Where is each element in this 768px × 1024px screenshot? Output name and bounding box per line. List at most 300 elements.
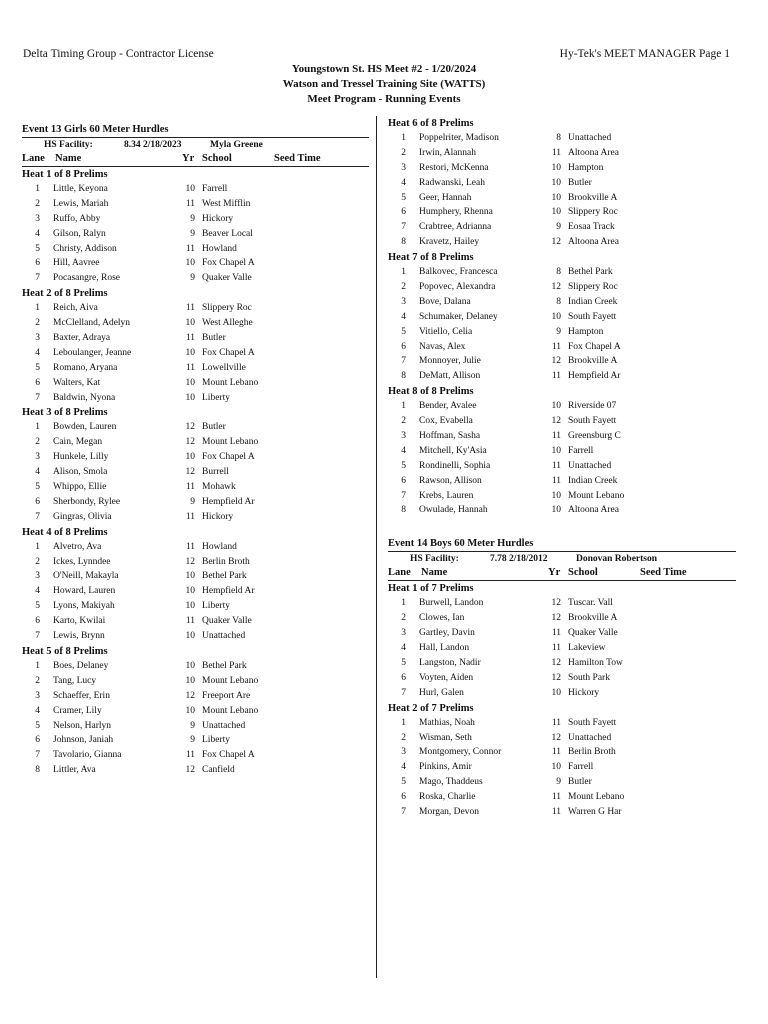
- athlete-year: 9: [190, 720, 195, 731]
- athlete-year: 9: [190, 496, 195, 507]
- lane-number: 5: [401, 192, 406, 203]
- lane-number: 4: [401, 445, 406, 456]
- athlete-year: 9: [190, 273, 195, 284]
- athlete-year: 12: [185, 690, 195, 701]
- athlete-school: Slippery Roc: [202, 303, 252, 314]
- athlete-school: Brookville A: [568, 192, 618, 203]
- lane-header: Lane: [22, 153, 45, 164]
- athlete-year: 10: [551, 505, 561, 516]
- facility-record: [388, 551, 736, 566]
- athlete-year: 11: [551, 475, 561, 486]
- athlete-school: Quaker Valle: [202, 616, 252, 627]
- athlete-name: Ruffo, Abby: [53, 213, 101, 224]
- entry-row: [22, 584, 369, 599]
- lane-number: 5: [35, 362, 40, 373]
- entry-row: [388, 731, 736, 746]
- athlete-school: Altoona Area: [568, 147, 619, 158]
- athlete-year: 9: [190, 228, 195, 239]
- lane-number: 5: [35, 482, 40, 493]
- meet-name: Youngstown St. HS Meet #2 - 1/20/2024: [291, 63, 477, 75]
- entry-row: [22, 376, 369, 391]
- athlete-school: Tuscar. Vall: [568, 598, 613, 609]
- event-title: Event 14 Boys 60 Meter Hurdles: [388, 538, 534, 550]
- lane-number: 6: [35, 616, 40, 627]
- entry-row: [388, 205, 736, 220]
- athlete-name: Tavolario, Gianna: [53, 750, 122, 761]
- entry-row: [388, 235, 736, 250]
- athlete-year: 11: [185, 541, 195, 552]
- lane-number: 4: [35, 228, 40, 239]
- lane-number: 4: [401, 762, 406, 773]
- entry-row: [388, 161, 736, 176]
- lane-number: 3: [35, 571, 40, 582]
- athlete-year: 11: [551, 371, 561, 382]
- athlete-name: Schaeffer, Erin: [53, 690, 110, 701]
- entry-row: [22, 689, 369, 704]
- lane-number: 8: [401, 371, 406, 382]
- athlete-year: 10: [551, 490, 561, 501]
- column-header: [388, 566, 736, 581]
- seed-time-header: Seed Time: [274, 153, 321, 164]
- lane-number: 2: [401, 732, 406, 743]
- athlete-name: Balkovec, Francesca: [419, 267, 498, 278]
- athlete-year: 12: [185, 556, 195, 567]
- athlete-year: 10: [185, 377, 195, 388]
- athlete-year: 12: [185, 422, 195, 433]
- athlete-name: Johnson, Janiah: [53, 735, 114, 746]
- athlete-school: Warren G Har: [568, 806, 622, 817]
- athlete-school: Indian Creek: [568, 475, 618, 486]
- athlete-name: Crabtree, Adrianna: [419, 222, 492, 233]
- lane-number: 3: [35, 333, 40, 344]
- athlete-school: Fox Chapel A: [202, 452, 255, 463]
- school-header: School: [202, 153, 232, 164]
- athlete-name: Reich, Aiva: [53, 303, 98, 314]
- entry-row: [22, 480, 369, 495]
- entry-row: [388, 191, 736, 206]
- athlete-school: Indian Creek: [568, 296, 618, 307]
- entry-row: [388, 220, 736, 235]
- entry-row: [22, 435, 369, 450]
- athlete-name: Owulade, Hannah: [419, 505, 488, 516]
- athlete-name: Lyons, Makiyah: [53, 601, 115, 612]
- lane-number: 1: [35, 541, 40, 552]
- entry-row: [388, 686, 736, 701]
- athlete-name: Humphery, Rhenna: [419, 207, 493, 218]
- heat-title: Heat 1 of 7 Prelims: [388, 583, 474, 595]
- entry-row: [388, 369, 736, 384]
- entry-row: [22, 346, 369, 361]
- athlete-year: 9: [190, 213, 195, 224]
- lane-number: 4: [35, 705, 40, 716]
- athlete-year: 10: [185, 347, 195, 358]
- athlete-year: 11: [185, 511, 195, 522]
- athlete-year: 10: [185, 392, 195, 403]
- athlete-year: 11: [551, 431, 561, 442]
- entry-row: [22, 256, 369, 271]
- lane-number: 2: [35, 318, 40, 329]
- facility-holder: Donovan Robertson: [576, 554, 658, 565]
- athlete-year: 12: [551, 672, 561, 683]
- athlete-name: Radwanski, Leah: [419, 177, 485, 188]
- entry-row: [388, 265, 736, 280]
- lane-number: 6: [401, 672, 406, 683]
- lane-number: 6: [35, 258, 40, 269]
- lane-number: 6: [401, 207, 406, 218]
- athlete-name: Irwin, Alannah: [419, 147, 476, 158]
- entry-row: [22, 659, 369, 674]
- name-header: Name: [55, 153, 82, 164]
- entry-row: [388, 596, 736, 611]
- column-header: [22, 152, 369, 167]
- athlete-school: Howland: [202, 541, 237, 552]
- athlete-year: 12: [185, 765, 195, 776]
- heat-title: Heat 5 of 8 Prelims: [22, 645, 108, 657]
- athlete-year: 11: [551, 792, 561, 803]
- school-header: School: [568, 567, 598, 579]
- athlete-school: Mount Lebano: [202, 675, 259, 686]
- athlete-year: 8: [556, 267, 561, 278]
- entry-row: [388, 805, 736, 820]
- athlete-name: Nelson, Harlyn: [53, 720, 112, 731]
- program-type: Meet Program - Running Events: [307, 93, 461, 105]
- lane-number: 5: [35, 720, 40, 731]
- lane-number: 7: [401, 356, 406, 367]
- athlete-name: Mago, Thaddeus: [419, 777, 483, 788]
- athlete-year: 11: [551, 643, 561, 654]
- athlete-name: Howard, Lauren: [53, 586, 116, 597]
- athlete-school: Hempfield Ar: [202, 586, 255, 597]
- lane-number: 2: [35, 198, 40, 209]
- entry-row: [388, 146, 736, 161]
- athlete-year: 10: [551, 445, 561, 456]
- lane-number: 5: [401, 657, 406, 668]
- athlete-name: Roska, Charlie: [419, 792, 476, 803]
- athlete-school: Farrell: [568, 762, 594, 773]
- athlete-year: 12: [551, 613, 561, 624]
- athlete-school: Hampton: [568, 326, 604, 337]
- entry-row: [22, 361, 369, 376]
- athlete-school: Fox Chapel A: [202, 750, 255, 761]
- left-column: [22, 116, 369, 778]
- entry-row: [388, 656, 736, 671]
- athlete-year: 12: [551, 732, 561, 743]
- athlete-school: Hempfield Ar: [202, 496, 255, 507]
- athlete-school: Farrell: [568, 445, 594, 456]
- athlete-year: 11: [551, 717, 561, 728]
- athlete-year: 10: [185, 184, 195, 194]
- athlete-school: Greensburg C: [568, 431, 621, 442]
- lane-number: 6: [35, 377, 40, 388]
- athlete-year: 11: [185, 243, 195, 254]
- right-column: [388, 116, 736, 820]
- athlete-year: 10: [551, 162, 561, 173]
- entry-row: [22, 465, 369, 480]
- heat-title: Heat 3 of 8 Prelims: [22, 407, 108, 419]
- lane-number: 3: [401, 747, 406, 758]
- athlete-school: Bethel Park: [202, 660, 247, 671]
- lane-number: 1: [35, 303, 40, 314]
- lane-number: 8: [401, 237, 406, 248]
- athlete-name: Bowden, Lauren: [53, 422, 117, 433]
- athlete-name: Gilson, Ralyn: [53, 228, 106, 239]
- entry-row: [22, 599, 369, 614]
- athlete-school: Burrell: [202, 467, 229, 478]
- athlete-school: South Fayett: [568, 311, 617, 322]
- software-page-label: Hy-Tek's MEET MANAGER Page 1: [559, 48, 730, 60]
- athlete-year: 11: [551, 460, 561, 471]
- name-header: Name: [421, 567, 448, 579]
- athlete-name: Cramer, Lily: [53, 705, 102, 716]
- lane-number: 3: [35, 452, 40, 463]
- athlete-year: 10: [185, 705, 195, 716]
- heat-title: Heat 7 of 8 Prelims: [388, 252, 474, 264]
- athlete-year: 10: [185, 318, 195, 329]
- athlete-school: Unattached: [568, 133, 612, 143]
- athlete-name: O'Neill, Makayla: [53, 571, 119, 582]
- athlete-year: 10: [551, 177, 561, 188]
- athlete-year: 11: [551, 341, 561, 352]
- athlete-name: Pinkins, Amir: [419, 762, 472, 773]
- lane-number: 1: [35, 422, 40, 433]
- athlete-school: Liberty: [202, 735, 230, 746]
- entry-row: [22, 212, 369, 227]
- facility-label: HS Facility:: [410, 554, 459, 565]
- entry-row: [388, 775, 736, 790]
- event-spacer: [388, 518, 736, 530]
- lane-number: 8: [401, 505, 406, 516]
- entry-row: [22, 763, 369, 778]
- athlete-school: Mount Lebano: [202, 705, 259, 716]
- athlete-school: Slippery Roc: [568, 282, 618, 293]
- athlete-name: Hoffman, Sasha: [419, 431, 481, 442]
- entry-row: [388, 459, 736, 474]
- athlete-school: Fox Chapel A: [202, 347, 255, 358]
- meet-venue: Watson and Tressel Training Site (WATTS): [282, 78, 486, 90]
- athlete-year: 12: [185, 467, 195, 478]
- athlete-school: Lakeview: [568, 643, 606, 654]
- athlete-name: Geer, Hannah: [419, 192, 472, 203]
- heat-title: Heat 2 of 7 Prelims: [388, 702, 474, 714]
- lane-number: 7: [35, 273, 40, 284]
- facility-label: HS Facility:: [44, 140, 93, 150]
- lane-number: 7: [35, 392, 40, 403]
- athlete-name: Kravetz, Hailey: [419, 237, 480, 248]
- athlete-year: 12: [551, 416, 561, 427]
- athlete-year: 12: [551, 356, 561, 367]
- lane-number: 6: [35, 496, 40, 507]
- athlete-year: 11: [185, 482, 195, 493]
- athlete-name: Vitiello, Celia: [419, 326, 473, 337]
- lane-number: 1: [401, 267, 406, 278]
- athlete-name: Popovec, Alexandra: [419, 282, 496, 293]
- athlete-name: Romano, Aryana: [53, 362, 118, 373]
- athlete-school: Riverside 07: [568, 401, 617, 412]
- lane-number: 4: [35, 467, 40, 478]
- entry-row: [388, 176, 736, 191]
- lane-number: 1: [401, 401, 406, 412]
- entry-row: [22, 495, 369, 510]
- athlete-year: 10: [185, 660, 195, 671]
- entry-row: [388, 444, 736, 459]
- lane-number: 2: [401, 147, 406, 158]
- lane-number: 3: [401, 628, 406, 639]
- athlete-school: Hickory: [202, 511, 234, 522]
- entry-row: [388, 671, 736, 686]
- athlete-school: Brookville A: [568, 613, 618, 624]
- athlete-school: Slippery Roc: [568, 207, 618, 218]
- heat-title: Heat 2 of 8 Prelims: [22, 288, 108, 300]
- athlete-name: Burwell, Landon: [419, 598, 484, 609]
- athlete-year: 11: [185, 616, 195, 627]
- athlete-name: Leboulanger, Jeanne: [53, 347, 132, 358]
- column-divider: [376, 116, 377, 978]
- lane-number: 4: [401, 177, 406, 188]
- athlete-name: Rawson, Allison: [419, 475, 482, 486]
- athlete-school: West Alleghe: [202, 318, 253, 329]
- athlete-name: DeMatt, Allison: [419, 371, 481, 382]
- athlete-school: Liberty: [202, 392, 230, 403]
- athlete-year: 11: [185, 750, 195, 761]
- lane-number: 4: [401, 311, 406, 322]
- entry-row: [22, 316, 369, 331]
- heat-title: Heat 4 of 8 Prelims: [22, 526, 108, 538]
- entry-row: [22, 182, 369, 197]
- lane-number: 7: [35, 631, 40, 642]
- facility-mark: 7.78 2/18/2012: [490, 554, 548, 565]
- lane-number: 2: [35, 556, 40, 567]
- athlete-name: Karto, Kwilai: [53, 616, 106, 627]
- entry-row: [22, 629, 369, 644]
- athlete-name: Hurl, Galen: [419, 687, 464, 698]
- entry-row: [388, 429, 736, 444]
- athlete-name: Langston, Nadir: [419, 657, 481, 668]
- athlete-school: South Fayett: [568, 416, 617, 427]
- athlete-school: Freeport Are: [202, 690, 251, 701]
- athlete-name: Lewis, Brynn: [53, 631, 105, 642]
- athlete-name: Little, Keyona: [53, 184, 108, 194]
- entry-row: [388, 745, 736, 760]
- entry-row: [22, 748, 369, 763]
- entry-row: [388, 611, 736, 626]
- athlete-school: Unattached: [568, 460, 612, 471]
- lane-number: 3: [401, 431, 406, 442]
- entry-row: [22, 510, 369, 525]
- athlete-school: Butler: [202, 422, 226, 433]
- athlete-year: 11: [551, 147, 561, 158]
- athlete-school: Butler: [568, 777, 592, 788]
- athlete-school: Altoona Area: [568, 505, 619, 516]
- athlete-name: Montgomery, Connor: [419, 747, 502, 758]
- lane-number: 4: [35, 586, 40, 597]
- lane-number: 7: [35, 511, 40, 522]
- entry-row: [22, 614, 369, 629]
- entry-row: [22, 704, 369, 719]
- athlete-school: Altoona Area: [568, 237, 619, 248]
- athlete-year: 12: [551, 657, 561, 668]
- entry-row: [388, 790, 736, 805]
- athlete-name: Baxter, Adraya: [53, 333, 111, 344]
- athlete-school: Hempfield Ar: [568, 371, 621, 382]
- athlete-school: Mount Lebano: [568, 792, 625, 803]
- athlete-name: Gingras, Olivia: [53, 511, 112, 522]
- athlete-school: Butler: [568, 177, 592, 188]
- lane-number: 3: [35, 213, 40, 224]
- year-header: Yr: [548, 567, 561, 579]
- entry-row: [22, 391, 369, 406]
- heat-title: Heat 8 of 8 Prelims: [388, 386, 474, 398]
- athlete-year: 10: [185, 631, 195, 642]
- athlete-school: Hamilton Tow: [568, 657, 623, 668]
- athlete-name: Wisman, Seth: [419, 732, 472, 743]
- heat-title: Heat 1 of 8 Prelims: [22, 169, 108, 180]
- entry-row: [22, 569, 369, 584]
- license-text: Delta Timing Group - Contractor License: [23, 48, 214, 60]
- lane-number: 3: [35, 690, 40, 701]
- entry-row: [388, 716, 736, 731]
- lane-number: 1: [35, 184, 40, 194]
- athlete-name: Alvetro, Ava: [53, 541, 102, 552]
- athlete-school: Brookville A: [568, 356, 618, 367]
- athlete-name: Christy, Addison: [53, 243, 117, 254]
- entry-row: [22, 301, 369, 316]
- athlete-school: Canfield: [202, 765, 235, 776]
- entry-row: [388, 310, 736, 325]
- athlete-name: Walters, Kat: [53, 377, 101, 388]
- lane-number: 6: [401, 475, 406, 486]
- seed-time-header: Seed Time: [640, 567, 687, 579]
- athlete-year: 10: [551, 207, 561, 218]
- entry-row: [22, 540, 369, 555]
- entry-row: [388, 626, 736, 641]
- lane-number: 1: [401, 717, 406, 728]
- entry-row: [22, 555, 369, 570]
- athlete-year: 11: [551, 747, 561, 758]
- athlete-name: Lewis, Mariah: [53, 198, 109, 209]
- lane-number: 4: [401, 643, 406, 654]
- lane-number: 2: [35, 675, 40, 686]
- entry-row: [388, 414, 736, 429]
- lane-number: 8: [35, 765, 40, 776]
- athlete-year: 10: [185, 601, 195, 612]
- athlete-name: Bender, Avalee: [419, 401, 477, 412]
- athlete-year: 9: [556, 777, 561, 788]
- lane-number: 7: [401, 687, 406, 698]
- lane-number: 1: [401, 133, 406, 143]
- entry-row: [22, 733, 369, 748]
- athlete-name: Gartley, Davin: [419, 628, 475, 639]
- athlete-year: 10: [551, 687, 561, 698]
- athlete-school: Unattached: [568, 732, 612, 743]
- athlete-year: 10: [551, 311, 561, 322]
- athlete-school: Fox Chapel A: [202, 258, 255, 269]
- athlete-school: Liberty: [202, 601, 230, 612]
- athlete-school: Eosaa Track: [568, 222, 615, 233]
- athlete-name: Mathias, Noah: [419, 717, 475, 728]
- athlete-school: Bethel Park: [202, 571, 247, 582]
- athlete-name: McClelland, Adelyn: [53, 318, 131, 329]
- lane-number: 3: [401, 162, 406, 173]
- athlete-name: Whippo, Ellie: [53, 482, 107, 493]
- lane-number: 6: [401, 792, 406, 803]
- entry-row: [388, 354, 736, 369]
- athlete-name: Boes, Delaney: [53, 660, 109, 671]
- year-header: Yr: [182, 153, 195, 164]
- entry-row: [388, 760, 736, 775]
- athlete-year: 11: [551, 628, 561, 639]
- athlete-year: 11: [185, 303, 195, 314]
- lane-number: 7: [35, 750, 40, 761]
